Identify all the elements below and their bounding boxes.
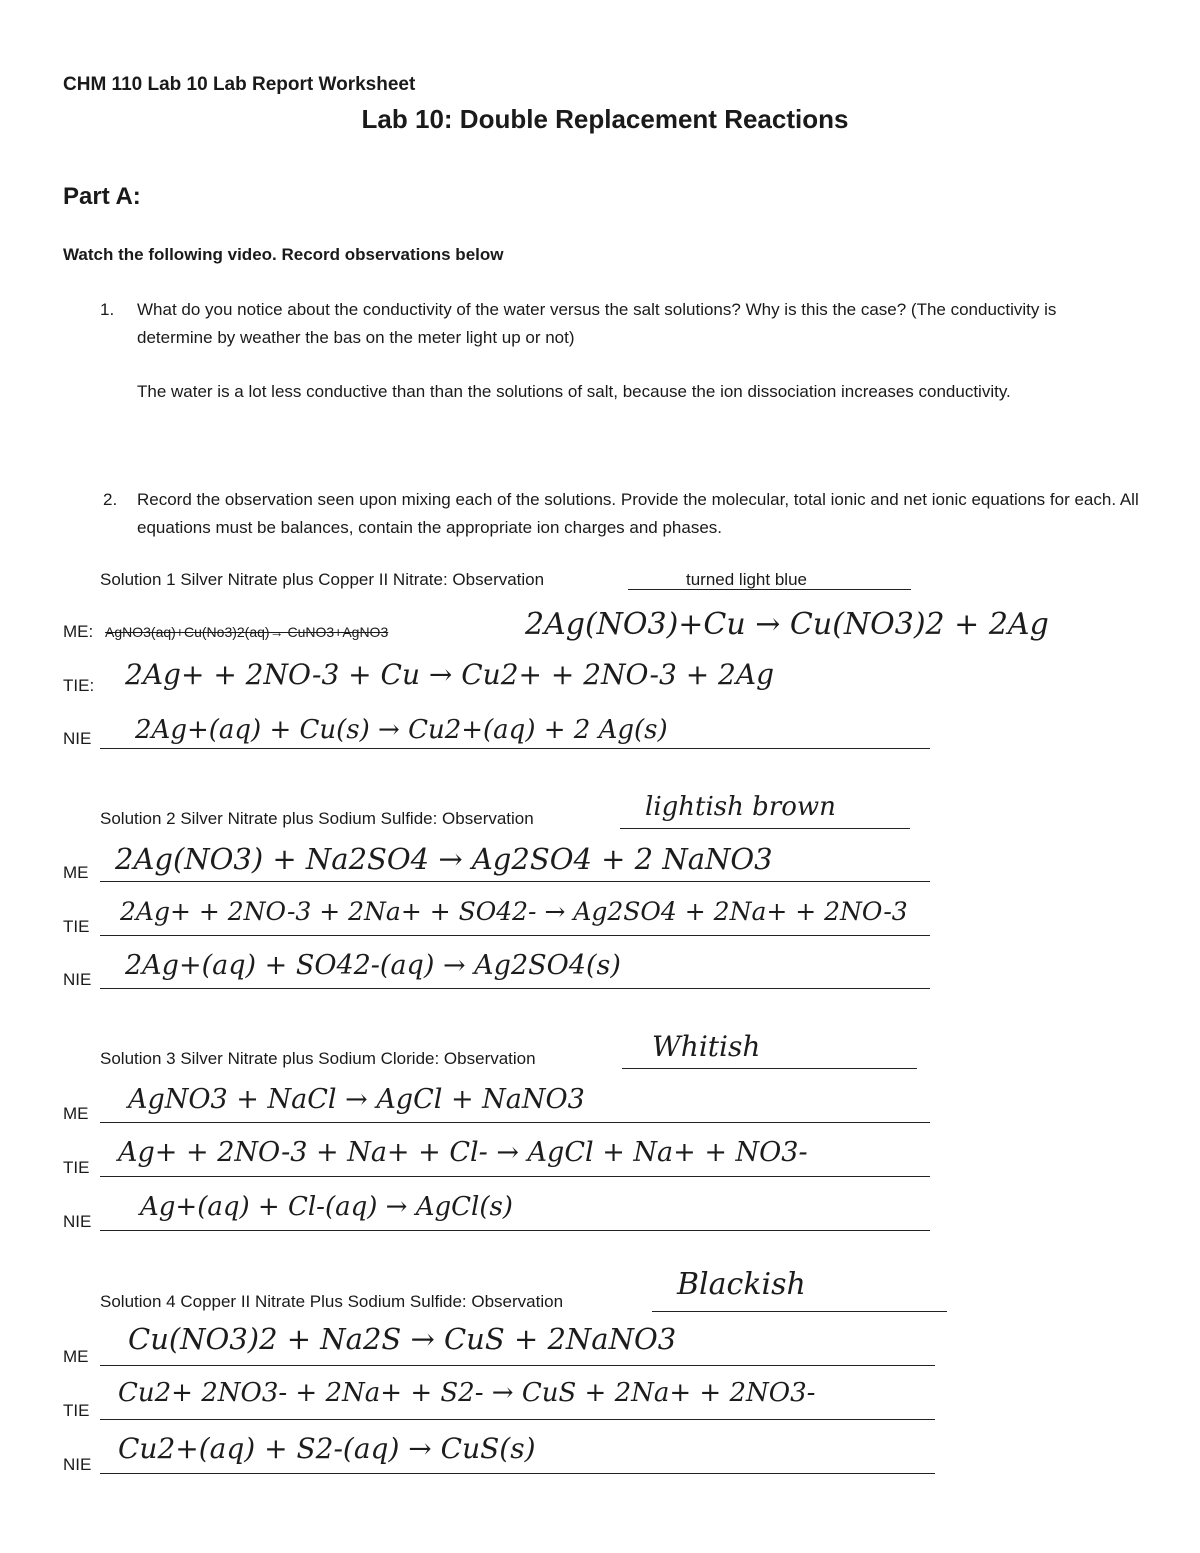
solution-1-nie-line [100, 748, 930, 749]
q2-text: Record the observation seen upon mixing each of the solutions. Provide the molecular, total ionic and net ionic equations for each. All equations must be balances, contain the appropriate ion charges and phases. [137, 490, 1139, 537]
solution-3-nie: Ag+(aq) + Cl-(aq) → AgCl(s) [140, 1192, 513, 1222]
solution-3-me: AgNO3 + NaCl → AgCl + NaNO3 [128, 1084, 585, 1115]
page-title: Lab 10: Double Replacement Reactions [361, 104, 849, 134]
solution-1-tie: 2Ag+ + 2NO-3 + Cu → Cu2+ + 2NO-3 + 2Ag [125, 658, 775, 691]
solution-4-nie: Cu2+(aq) + S2-(aq) → CuS(s) [118, 1432, 536, 1465]
solution-2-me-line [100, 881, 930, 882]
solution-4-nie-line [100, 1473, 935, 1474]
solution-3-tie-line [100, 1176, 930, 1177]
nie-label: NIE [63, 1212, 92, 1231]
solution-4-me: Cu(NO3)2 + Na2S → CuS + 2NaNO3 [128, 1322, 677, 1356]
solution-1-observation: turned light blue [686, 570, 807, 589]
solution-2-observation: lightish brown [645, 792, 836, 822]
solution-1-nie: 2Ag+(aq) + Cu(s) → Cu2+(aq) + 2 Ag(s) [135, 715, 668, 745]
tie-label: TIE: [63, 676, 95, 695]
solution-2-label: Solution 2 Silver Nitrate plus Sodium Sulfide: Observation [100, 809, 534, 828]
solution-3-nie-line [100, 1230, 930, 1231]
solution-4-tie-line [100, 1419, 935, 1420]
solution-2-me: 2Ag(NO3) + Na2SO4 → Ag2SO4 + 2 NaNO3 [115, 842, 773, 876]
tie-label: TIE [63, 1401, 90, 1420]
solution-3-label: Solution 3 Silver Nitrate plus Sodium Cloride: Observation [100, 1049, 536, 1068]
solution-2-tie: 2Ag+ + 2NO-3 + 2Na+ + SO42- → Ag2SO4 + 2Na+ + 2NO-3 [120, 897, 908, 926]
solution-4-tie: Cu2+ 2NO3- + 2Na+ + S2- → CuS + 2Na+ + 2NO3- [118, 1378, 816, 1408]
q1-answer: The water is a lot less conductive than than the solutions of salt, because the ion dissociation increases conductivity. [137, 382, 1011, 401]
solution-2-nie: 2Ag+(aq) + SO42-(aq) → Ag2SO4(s) [125, 950, 621, 981]
q1-text: What do you notice about the conductivity of the water versus the salt solutions? Why is this the case? (The conductivity is determine by weather the bas on the meter light up or not) [137, 300, 1057, 347]
solution-3-observation-line [622, 1068, 917, 1069]
solution-1-label: Solution 1 Silver Nitrate plus Copper II Nitrate: Observation [100, 570, 545, 589]
solution-1-me: 2Ag(NO3)+Cu → Cu(NO3)2 + 2Ag [525, 607, 1049, 642]
solution-3-me-line [100, 1122, 930, 1123]
nie-label: NIE [63, 729, 92, 748]
me-label: ME: [63, 622, 94, 641]
q2-number: 2. [103, 490, 118, 509]
course-header: CHM 110 Lab 10 Lab Report Worksheet [63, 74, 416, 95]
solution-3-tie: Ag+ + 2NO-3 + Na+ + Cl- → AgCl + Na+ + NO3- [118, 1137, 808, 1168]
solution-3-observation: Whitish [652, 1030, 761, 1063]
part-a-heading: Part A: [63, 183, 141, 210]
nie-label: NIE [63, 970, 92, 989]
me-label: ME [63, 1347, 89, 1366]
q1-number: 1. [100, 300, 115, 319]
solution-2-tie-line [100, 935, 930, 936]
solution-1-me-struck: AgNO3(aq)+Cu(No3)2(aq)→ CuNO3+AgNO3 [105, 624, 389, 640]
tie-label: TIE [63, 917, 90, 936]
instruction-text: Watch the following video. Record observations below [63, 245, 504, 264]
solution-2-nie-line [100, 988, 930, 989]
solution-4-observation-line [652, 1311, 947, 1312]
solution-4-me-line [100, 1365, 935, 1366]
solution-4-observation: Blackish [677, 1267, 806, 1302]
solution-4-label: Solution 4 Copper II Nitrate Plus Sodium Sulfide: Observation [100, 1292, 564, 1311]
solution-2-observation-line [620, 828, 910, 829]
me-label: ME [63, 1104, 89, 1123]
nie-label: NIE [63, 1455, 92, 1474]
tie-label: TIE [63, 1158, 90, 1177]
me-label: ME [63, 863, 89, 882]
